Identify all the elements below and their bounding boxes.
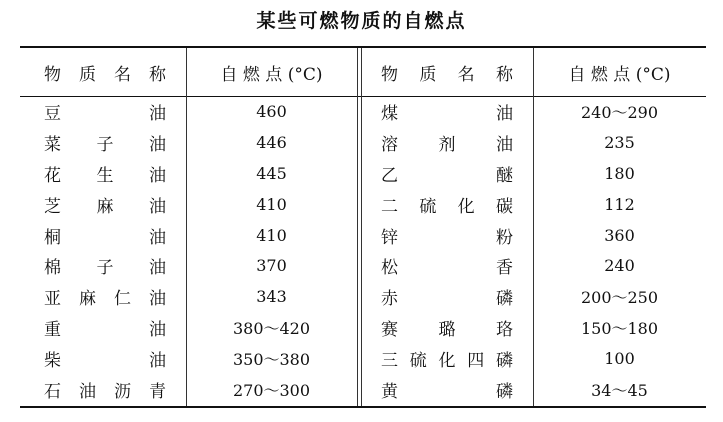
bottom-rule [20, 406, 706, 408]
ignition-point: 445 [256, 163, 287, 183]
substance-name: 黄 磷 [381, 381, 513, 402]
table-row [20, 158, 706, 189]
autoignition-table [20, 48, 706, 405]
substance-name: 松 香 [381, 258, 513, 279]
substance-name: 亚 麻 仁 油 [44, 289, 166, 310]
table-row [20, 250, 706, 281]
table-row [20, 312, 706, 343]
substance-name: 重 油 [44, 320, 166, 341]
ignition-point: 360 [604, 225, 635, 245]
ignition-point: 446 [256, 132, 287, 152]
ignition-point: 240～290 [580, 102, 659, 122]
header-row [20, 48, 706, 96]
ignition-point: 112 [604, 194, 635, 214]
ignition-point: 350～380 [232, 350, 311, 370]
ignition-point: 100 [604, 349, 635, 369]
ignition-point: 270～300 [232, 380, 311, 400]
ignition-point: 180 [604, 163, 635, 183]
substance-name: 赛 璐 珞 [381, 320, 513, 341]
substance-name: 石 油 沥 青 [44, 381, 166, 402]
ignition-point: 235 [604, 132, 635, 152]
substance-name: 赤 磷 [381, 289, 513, 310]
column-header-substance: 物 质 名 称 [381, 64, 513, 85]
table-row [20, 281, 706, 312]
table-row [20, 220, 706, 251]
substance-name: 锌 粉 [381, 227, 513, 248]
table-row [20, 96, 706, 127]
substance-name: 菜 子 油 [44, 134, 166, 155]
substance-name: 桐 油 [44, 227, 166, 248]
substance-name: 煤 油 [381, 103, 513, 124]
table-row [20, 127, 706, 158]
ignition-point: 370 [256, 256, 287, 276]
ignition-point: 34～45 [591, 380, 648, 400]
table-row [20, 343, 706, 374]
ignition-point: 240 [604, 256, 635, 276]
substance-name: 乙 醚 [381, 165, 513, 186]
ignition-point: 410 [256, 194, 287, 214]
substance-name: 柴 油 [44, 351, 166, 372]
table-row [20, 374, 706, 405]
table-title: 某些可燃物质的自燃点 [256, 10, 467, 32]
column-header-substance: 物 质 名 称 [44, 64, 166, 85]
substance-name: 二 硫 化 碳 [381, 196, 513, 217]
ignition-point: 410 [256, 225, 287, 245]
substance-name: 棉 子 油 [44, 258, 166, 279]
substance-name: 豆 油 [44, 103, 166, 124]
column-header-ignition-point: 自 燃 点 (°C) [568, 64, 671, 85]
substance-name: 花 生 油 [44, 165, 166, 186]
table-row [20, 189, 706, 220]
column-header-ignition-point: 自 燃 点 (°C) [220, 64, 323, 85]
substance-name: 芝 麻 油 [44, 196, 166, 217]
ignition-point: 380～420 [232, 319, 311, 339]
ignition-point: 150～180 [580, 319, 659, 339]
substance-name: 溶 剂 油 [381, 134, 513, 155]
ignition-point: 200～250 [580, 288, 659, 308]
ignition-point: 343 [256, 287, 287, 307]
substance-name: 三 硫 化 四 磷 [381, 351, 513, 372]
ignition-point: 460 [256, 101, 287, 121]
